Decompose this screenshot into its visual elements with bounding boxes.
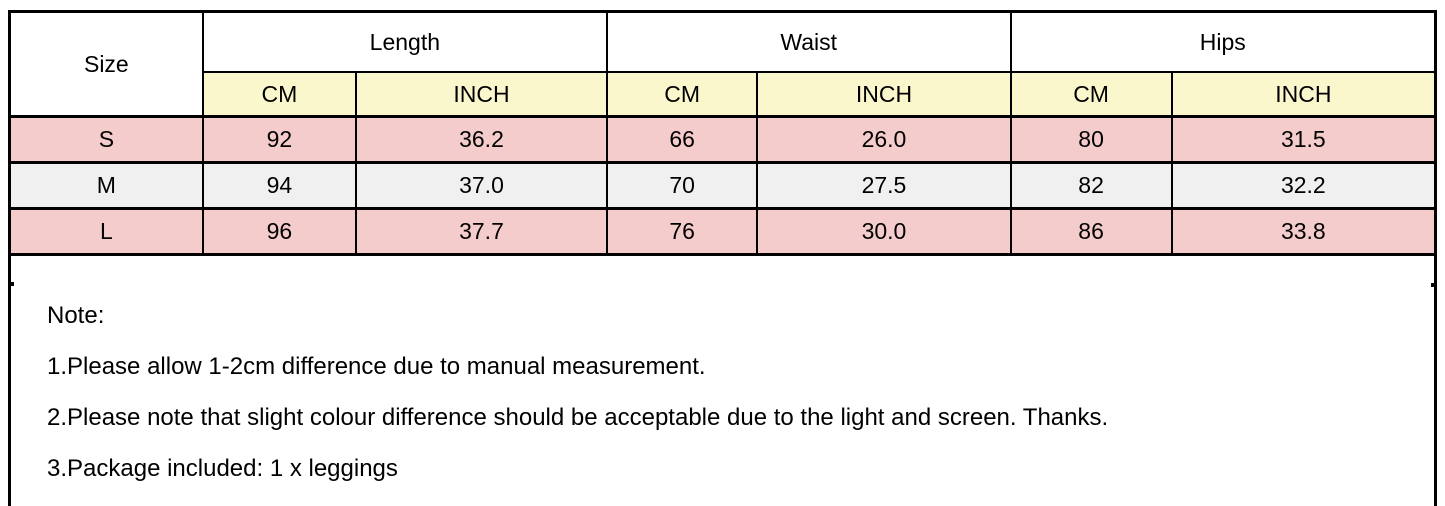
value-cell-length-cm: 96	[203, 209, 356, 255]
value-cell-waist-cm: 66	[607, 117, 757, 163]
notes-section-row	[10, 255, 1436, 506]
note-item-3: 3.Package included: 1 x leggings	[47, 455, 398, 482]
value-cell-waist-inch: 26.0	[757, 117, 1010, 163]
unit-header-waist-cm: CM	[607, 72, 757, 117]
unit-header-hips-inch: INCH	[1172, 72, 1436, 117]
col-group-length: Length	[203, 12, 607, 73]
row-boundary-tick-left	[8, 282, 14, 286]
note-item-1: 1.Please allow 1-2cm difference due to manual measurement.	[47, 353, 706, 380]
col-group-waist: Waist	[607, 12, 1011, 73]
value-cell-waist-inch: 30.0	[757, 209, 1010, 255]
value-cell-length-inch: 37.0	[356, 163, 607, 209]
unit-header-row	[10, 72, 1436, 117]
value-cell-hips-cm: 80	[1011, 117, 1172, 163]
table-row-l	[10, 209, 1436, 255]
size-cell: M	[10, 163, 203, 209]
value-cell-waist-cm: 76	[607, 209, 757, 255]
value-cell-hips-inch: 32.2	[1172, 163, 1436, 209]
note-title: Note:	[47, 302, 105, 329]
value-cell-hips-inch: 31.5	[1172, 117, 1436, 163]
size-cell: S	[10, 117, 203, 163]
size-chart-table	[8, 10, 1437, 506]
row-boundary-tick-right	[1431, 283, 1437, 287]
value-cell-length-inch: 37.7	[356, 209, 607, 255]
col-group-hips: Hips	[1011, 12, 1436, 73]
value-cell-hips-inch: 33.8	[1172, 209, 1436, 255]
unit-header-length-cm: CM	[203, 72, 356, 117]
value-cell-waist-cm: 70	[607, 163, 757, 209]
table-row-s	[10, 117, 1436, 163]
size-cell: L	[10, 209, 203, 255]
note-item-2: 2.Please note that slight colour difference should be acceptable due to the light and screen. Thanks.	[47, 404, 1109, 431]
unit-header-waist-inch: INCH	[757, 72, 1010, 117]
value-cell-waist-inch: 27.5	[757, 163, 1010, 209]
value-cell-hips-cm: 86	[1011, 209, 1172, 255]
notes-cell	[10, 255, 1436, 506]
unit-header-hips-cm: CM	[1011, 72, 1172, 117]
value-cell-length-cm: 94	[203, 163, 356, 209]
unit-header-length-inch: INCH	[356, 72, 607, 117]
value-cell-hips-cm: 82	[1011, 163, 1172, 209]
table-row-m	[10, 163, 1436, 209]
value-cell-length-inch: 36.2	[356, 117, 607, 163]
col-header-size: Size	[10, 12, 203, 117]
value-cell-length-cm: 92	[203, 117, 356, 163]
group-header-row	[10, 12, 1436, 73]
